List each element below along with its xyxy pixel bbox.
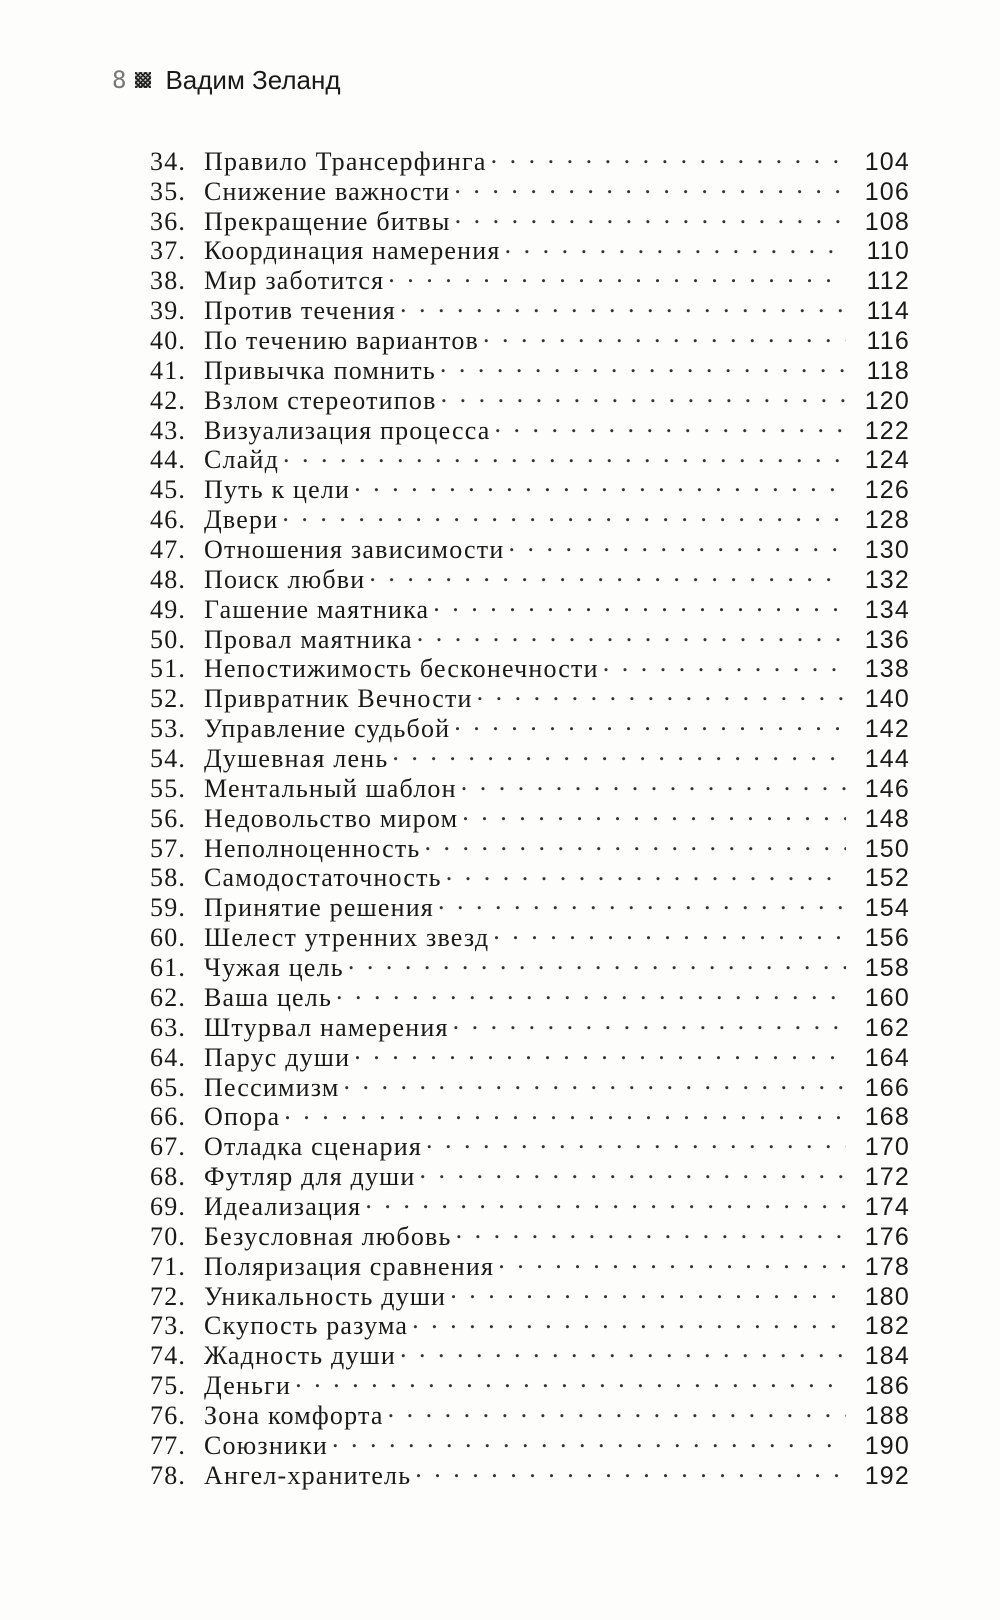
toc-entry-title: Координация намерения [204,236,501,266]
dot-leader [453,1006,846,1036]
toc-entry-number: 76. [150,1400,187,1430]
toc-entry-page: 142 [864,715,910,744]
toc-entry-title: Гашение маятника [204,594,430,624]
toc-entry-page: 172 [864,1163,910,1192]
toc-entry-page: 192 [864,1461,910,1490]
dot-leader [603,648,846,678]
dot-leader [417,618,846,648]
toc-entry-page: 140 [864,685,910,714]
toc-entry-title: Уникальность души [204,1281,447,1311]
toc-entry-title: Жадность души [204,1341,397,1371]
toc-entry-number: 75. [150,1371,187,1401]
dot-leader [438,886,846,916]
toc-entry-page: 130 [864,536,910,565]
toc-entry-title: Взлом стереотипов [204,385,437,415]
toc-entry-title: По течению вариантов [204,326,480,356]
toc-entry-page: 146 [864,774,910,803]
toc-entry-number: 36. [150,206,187,236]
toc-entry-title: Опора [204,1102,281,1132]
toc-entry-title: Принятие решения [204,893,434,923]
toc-entry-page: 158 [864,954,910,983]
toc-entry-title: Управление судьбой [204,714,451,744]
toc-entry-page: 176 [864,1222,910,1251]
toc-entry-title: Провал маятника [204,624,413,654]
hatched-square-icon [135,72,151,88]
dot-leader [454,707,846,737]
toc-entry-page: 118 [866,356,910,385]
toc-entry-page: 112 [866,267,910,296]
toc-entry-page: 152 [864,864,910,893]
toc-entry-title: Штурвал намерения [204,1012,449,1042]
toc-entry-title: Путь к цели [204,475,351,505]
toc-entry-title: Пессимизм [204,1072,340,1102]
dot-leader [400,289,846,319]
toc-entry-title: Визуализация процесса [204,415,491,445]
toc-entry-title: Мир заботится [204,266,385,296]
dot-leader [412,1305,846,1335]
dot-leader [456,1215,846,1245]
toc-entry-title: Скупость разума [204,1311,409,1341]
toc-entry-page: 110 [866,237,910,266]
toc-entry-title: Снижение важности [204,176,451,206]
toc-entry-page: 104 [864,147,910,176]
toc-entry-number: 62. [150,982,187,1012]
toc-entry-page: 116 [866,327,910,356]
toc-entry-title: Парус души [204,1042,351,1072]
toc-entry-number: 45. [150,475,187,505]
toc-entry-page: 164 [864,1043,910,1072]
toc-entry-page: 134 [864,595,910,624]
toc-entry-page: 190 [864,1431,910,1460]
dot-leader [420,1155,846,1185]
toc-entry-page: 162 [864,1013,910,1042]
toc-entry-page: 186 [864,1372,910,1401]
dot-leader [493,916,846,946]
dot-leader [433,588,846,618]
toc-entry-number: 56. [150,803,187,833]
toc-entry-page: 114 [866,297,910,326]
dot-leader [369,558,846,588]
dot-leader [343,1066,846,1096]
toc-entry-page: 106 [864,177,910,206]
toc-entry-number: 61. [150,953,187,983]
toc-entry-title: Поляризация сравнения [204,1251,495,1281]
dot-leader [295,1364,846,1394]
toc-entry-page: 132 [864,565,910,594]
toc-entry-page: 144 [864,745,910,774]
dot-leader [495,409,846,439]
dot-leader [284,1096,846,1126]
toc-entry-title: Прекращение битвы [204,206,451,236]
toc-entry-number: 70. [150,1221,187,1251]
toc-entry-title: Безусловная любовь [204,1221,452,1251]
toc-entry-number: 54. [150,744,187,774]
dot-leader [491,140,846,170]
toc-entry-number: 48. [150,564,187,594]
toc-entry-number: 57. [150,833,187,863]
toc-entry-page: 136 [864,625,910,654]
toc-entry-number: 53. [150,714,187,744]
dot-leader [365,1185,846,1215]
toc-entry-page: 170 [864,1133,910,1162]
toc-entry-page: 138 [864,655,910,684]
toc-entry-number: 69. [150,1191,187,1221]
toc-entry-page: 188 [864,1401,910,1430]
toc-entry-number: 78. [150,1460,187,1490]
dot-leader [505,230,846,260]
dot-leader [388,259,846,289]
toc-entry-title: Ментальный шаблон [204,773,457,803]
toc-entry-number: 52. [150,684,187,714]
toc-entry-title: Против течения [204,296,396,326]
dot-leader [454,170,846,200]
toc-entry-title: Союзники [204,1430,329,1460]
dot-leader [498,1245,846,1275]
toc-entry-number: 49. [150,594,187,624]
toc-entry-title: Привычка помнить [204,355,436,385]
toc-entry-title: Самодостаточность [204,863,442,893]
dot-leader [400,1334,846,1364]
dot-leader [446,857,846,887]
toc-entry-number: 60. [150,923,187,953]
dot-leader [336,976,846,1006]
toc-entry [150,140,910,176]
toc-entry-page: 160 [864,983,910,1012]
toc-entry-title: Идеализация [204,1191,362,1221]
toc-entry-number: 55. [150,773,187,803]
toc-entry-number: 41. [150,355,187,385]
toc-entry-title: Деньги [204,1371,292,1401]
table-of-contents [150,140,910,1490]
toc-entry-page: 120 [864,386,910,415]
toc-entry-page: 182 [864,1312,910,1341]
toc-entry-number: 42. [150,385,187,415]
toc-entry-page: 168 [864,1103,910,1132]
toc-entry-number: 46. [150,505,187,535]
toc-entry-number: 35. [150,176,187,206]
dot-leader [388,1394,846,1424]
running-head [112,62,341,98]
toc-entry-number: 37. [150,236,187,266]
toc-entry-title: Шелест утренних звезд [204,923,490,953]
dot-leader [426,1125,846,1155]
toc-entry-page: 180 [864,1282,910,1311]
dot-leader [354,1036,846,1066]
toc-entry-number: 65. [150,1072,187,1102]
toc-entry-number: 50. [150,624,187,654]
toc-entry-page: 156 [864,924,910,953]
dot-leader [441,379,846,409]
toc-entry-title: Слайд [204,445,279,475]
dot-leader [462,797,846,827]
toc-entry-title: Зона комфорта [204,1400,384,1430]
toc-entry-number: 39. [150,296,187,326]
dot-leader [508,528,846,558]
toc-entry-title: Недовольство миром [204,803,459,833]
dot-leader [440,349,846,379]
toc-entry-title: Привратник Вечности [204,684,473,714]
toc-entry-title: Ваша цель [204,982,333,1012]
dot-leader [461,767,846,797]
dot-leader [282,498,846,528]
toc-entry-title: Футляр для души [204,1162,416,1192]
toc-entry-page: 128 [864,506,910,535]
toc-entry-title: Непостижимость бесконечности [204,654,599,684]
toc-entry-number: 71. [150,1251,187,1281]
toc-entry-number: 64. [150,1042,187,1072]
toc-entry-number: 67. [150,1132,187,1162]
toc-entry-number: 38. [150,266,187,296]
toc-entry-page: 126 [864,476,910,505]
toc-entry-page: 178 [864,1252,910,1281]
toc-entry-page: 108 [864,207,910,236]
toc-entry-title: Двери [204,505,279,535]
page-number: 8 [112,66,126,94]
dot-leader [332,1424,846,1454]
author-name: Вадим Зеланд [165,64,341,95]
toc-entry-title: Неполноценность [204,833,421,863]
toc-entry-title: Отладка сценария [204,1132,423,1162]
dot-leader [392,737,846,767]
toc-entry-title: Отношения зависимости [204,535,505,565]
toc-entry-title: Ангел-хранитель [204,1460,412,1490]
dot-leader [348,946,846,976]
toc-entry-title: Правило Трансерфинга [204,146,487,176]
toc-entry-number: 51. [150,654,187,684]
toc-entry-number: 59. [150,893,187,923]
toc-entry-page: 122 [864,416,910,445]
toc-entry-number: 68. [150,1162,187,1192]
toc-entry-number: 34. [150,146,187,176]
toc-entry-page: 174 [864,1192,910,1221]
toc-entry-number: 58. [150,863,187,893]
toc-entry-page: 154 [864,894,910,923]
dot-leader [415,1454,846,1484]
toc-entry-title: Чужая цель [204,953,344,983]
toc-entry-number: 43. [150,415,187,445]
toc-entry-page: 124 [864,446,910,475]
toc-entry-number: 44. [150,445,187,475]
dot-leader [424,827,846,857]
dot-leader [455,200,846,230]
toc-entry-number: 66. [150,1102,187,1132]
toc-entry-title: Поиск любви [204,564,366,594]
toc-entry-page: 184 [864,1342,910,1371]
toc-entry-number: 47. [150,535,187,565]
dot-leader [450,1275,846,1305]
dot-leader [483,319,846,349]
toc-entry-number: 74. [150,1341,187,1371]
toc-entry-page: 166 [864,1073,910,1102]
toc-entry-page: 150 [864,834,910,863]
toc-entry-number: 72. [150,1281,187,1311]
toc-entry-title: Душевная лень [204,744,389,774]
toc-entry-number: 77. [150,1430,187,1460]
dot-leader [283,439,846,469]
toc-entry-number: 40. [150,326,187,356]
toc-entry-page: 148 [864,804,910,833]
toc-entry-number: 73. [150,1311,187,1341]
dot-leader [354,468,846,498]
dot-leader [477,677,846,707]
toc-entry-number: 63. [150,1012,187,1042]
